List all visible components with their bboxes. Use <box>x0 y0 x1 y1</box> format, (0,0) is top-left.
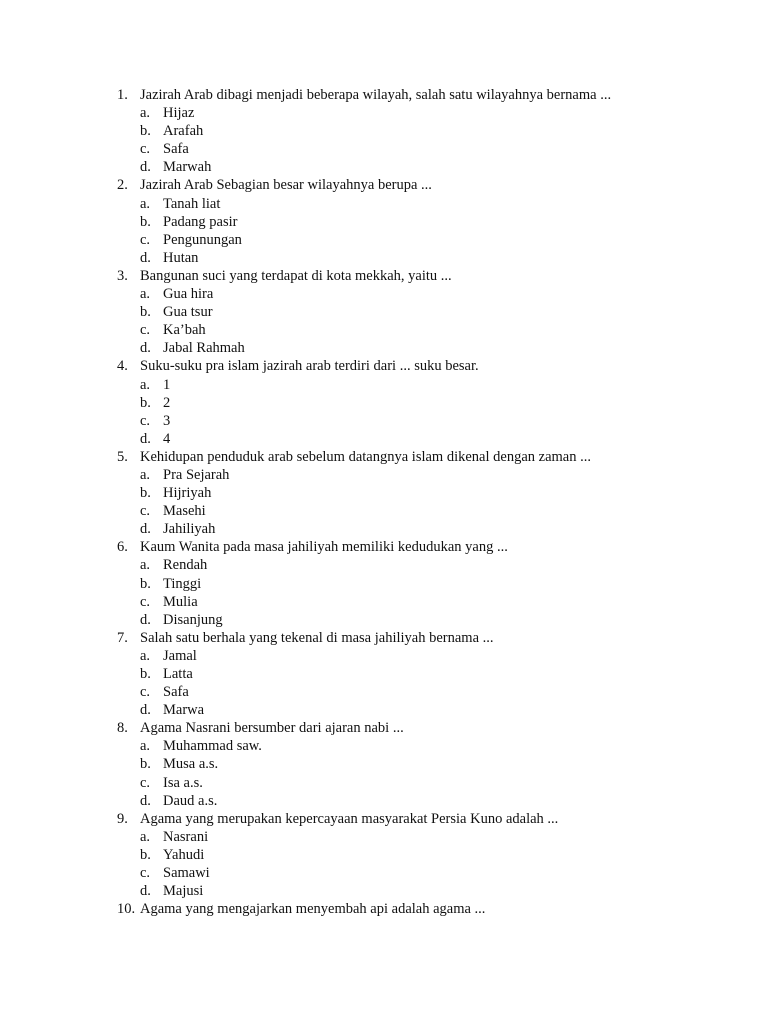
option-text: 4 <box>163 430 171 447</box>
option-line <box>0 828 768 846</box>
question-number: 6. <box>117 539 128 556</box>
option-text: Nasrani <box>163 828 209 845</box>
option-line <box>0 484 768 502</box>
option-letter: d. <box>140 611 151 628</box>
option-letter: a. <box>140 466 151 483</box>
option-text: Samawi <box>163 865 210 882</box>
option-text: Rendah <box>163 557 208 574</box>
question-number: 10. <box>117 901 136 918</box>
option-line <box>0 466 768 484</box>
question-line <box>0 86 768 104</box>
option-text: Pengunungan <box>163 231 242 248</box>
option-text: Tanah liat <box>163 195 221 212</box>
option-letter: c. <box>140 231 151 248</box>
option-line <box>0 249 768 267</box>
option-letter: b. <box>140 666 151 682</box>
option-text: Gua hira <box>163 286 214 303</box>
question-line <box>0 176 768 194</box>
question-text: Kehidupan penduduk arab sebelum datangnya islam dikenal dengan zaman ... <box>140 448 591 465</box>
option-letter: d. <box>140 521 151 538</box>
question-text: Agama Nasrani bersumber dari ajaran nabi ... <box>140 720 404 737</box>
option-letter: c. <box>140 593 151 610</box>
option-text: Muhammad saw. <box>163 738 262 755</box>
option-letter: d. <box>140 249 151 266</box>
option-line <box>0 882 768 900</box>
option-letter: c. <box>140 412 151 429</box>
option-text: Yahudi <box>163 846 205 863</box>
option-text: 2 <box>163 394 171 411</box>
option-line <box>0 303 768 321</box>
option-line <box>0 520 768 538</box>
question-number: 4. <box>117 358 128 375</box>
option-text: Disanjung <box>163 611 223 628</box>
question-line <box>0 719 768 737</box>
question-text: Suku-suku pra islam jazirah arab terdiri dari ... suku besar. <box>140 358 479 375</box>
option-letter: a. <box>140 738 151 755</box>
question-line <box>0 538 768 556</box>
option-line <box>0 339 768 357</box>
option-text: Padang pasir <box>163 213 238 230</box>
option-text: Hutan <box>163 249 199 266</box>
option-line <box>0 611 768 629</box>
question-text: Jazirah Arab dibagi menjadi beberapa wilayah, salah satu wilayahnya bernama ... <box>140 87 612 103</box>
option-text: Isa a.s. <box>163 774 203 791</box>
option-letter: d. <box>140 792 151 809</box>
question-number: 1. <box>117 87 128 103</box>
option-text: 3 <box>163 412 171 429</box>
option-line <box>0 285 768 303</box>
option-letter: b. <box>140 213 151 230</box>
question-line <box>0 357 768 375</box>
option-letter: b. <box>140 485 151 502</box>
question-text: Agama yang merupakan kepercayaan masyarakat Persia Kuno adalah ... <box>140 810 559 827</box>
option-text: 1 <box>163 376 171 393</box>
question-number: 7. <box>117 629 128 646</box>
option-line <box>0 430 768 448</box>
option-text: Jamal <box>163 647 197 664</box>
option-letter: c. <box>140 774 151 791</box>
question-text: Jazirah Arab Sebagian besar wilayahnya berupa ... <box>140 177 432 194</box>
option-letter: d. <box>140 340 151 357</box>
option-text: Masehi <box>163 503 206 520</box>
question-line <box>0 810 768 828</box>
option-line <box>0 864 768 882</box>
option-line <box>0 593 768 611</box>
question-text: Bangunan suci yang terdapat di kota mekkah, yaitu ... <box>140 267 452 284</box>
option-letter: a. <box>140 105 151 122</box>
option-letter: b. <box>140 304 151 321</box>
option-text: Safa <box>163 684 189 701</box>
question-number: 2. <box>117 177 128 194</box>
option-line <box>0 647 768 665</box>
option-letter: c. <box>140 865 151 882</box>
option-letter: a. <box>140 828 151 845</box>
option-text: Musa a.s. <box>163 756 219 773</box>
option-text: Latta <box>163 666 193 682</box>
option-letter: a. <box>140 195 151 212</box>
question-text: Salah satu berhala yang tekenal di masa jahiliyah bernama ... <box>140 629 494 646</box>
question-text: Agama yang mengajarkan menyembah api adalah agama ... <box>140 901 486 918</box>
option-text: Marwa <box>163 702 205 719</box>
option-text: Majusi <box>163 883 204 900</box>
option-line <box>0 737 768 755</box>
option-line <box>0 140 768 158</box>
option-letter: d. <box>140 430 151 447</box>
option-text: Mulia <box>163 593 198 610</box>
option-line <box>0 213 768 231</box>
option-line <box>0 701 768 719</box>
option-line <box>0 774 768 792</box>
option-text: Arafah <box>163 123 204 140</box>
option-line <box>0 104 768 122</box>
option-letter: a. <box>140 557 151 574</box>
option-text: Gua tsur <box>163 304 213 321</box>
option-text: Ka’bah <box>163 322 206 339</box>
option-text: Marwah <box>163 159 212 176</box>
option-letter: b. <box>140 846 151 863</box>
option-line <box>0 665 768 683</box>
question-line <box>0 267 768 285</box>
option-letter: c. <box>140 684 151 701</box>
option-text: Tinggi <box>163 575 202 592</box>
question-number: 9. <box>117 810 128 827</box>
option-line <box>0 846 768 864</box>
option-letter: b. <box>140 394 151 411</box>
option-line <box>0 575 768 593</box>
option-text: Safa <box>163 141 189 158</box>
option-letter: d. <box>140 702 151 719</box>
question-line <box>0 900 768 918</box>
option-line <box>0 412 768 430</box>
option-line <box>0 122 768 140</box>
option-letter: a. <box>140 286 151 303</box>
option-letter: b. <box>140 756 151 773</box>
option-letter: d. <box>140 883 151 900</box>
option-line <box>0 195 768 213</box>
option-letter: b. <box>140 123 151 140</box>
option-line <box>0 683 768 701</box>
question-list <box>0 86 768 918</box>
question-number: 8. <box>117 720 128 737</box>
option-letter: c. <box>140 503 151 520</box>
option-line <box>0 556 768 574</box>
option-letter: c. <box>140 322 151 339</box>
option-line <box>0 231 768 249</box>
question-text: Kaum Wanita pada masa jahiliyah memiliki kedudukan yang ... <box>140 539 508 556</box>
option-letter: d. <box>140 159 151 176</box>
question-line <box>0 448 768 466</box>
question-number: 3. <box>117 267 128 284</box>
option-text: Hijaz <box>163 105 195 122</box>
option-text: Daud a.s. <box>163 792 218 809</box>
option-line <box>0 376 768 394</box>
option-text: Jahiliyah <box>163 521 216 538</box>
option-letter: a. <box>140 376 151 393</box>
option-line <box>0 394 768 412</box>
option-text: Hijriyah <box>163 485 212 502</box>
option-line <box>0 502 768 520</box>
option-line <box>0 792 768 810</box>
question-line <box>0 629 768 647</box>
option-line <box>0 158 768 176</box>
option-text: Pra Sejarah <box>163 466 230 483</box>
option-letter: a. <box>140 647 151 664</box>
option-letter: c. <box>140 141 151 158</box>
option-line <box>0 755 768 773</box>
option-line <box>0 321 768 339</box>
question-number: 5. <box>117 448 128 465</box>
option-text: Jabal Rahmah <box>163 340 245 357</box>
option-letter: b. <box>140 575 151 592</box>
